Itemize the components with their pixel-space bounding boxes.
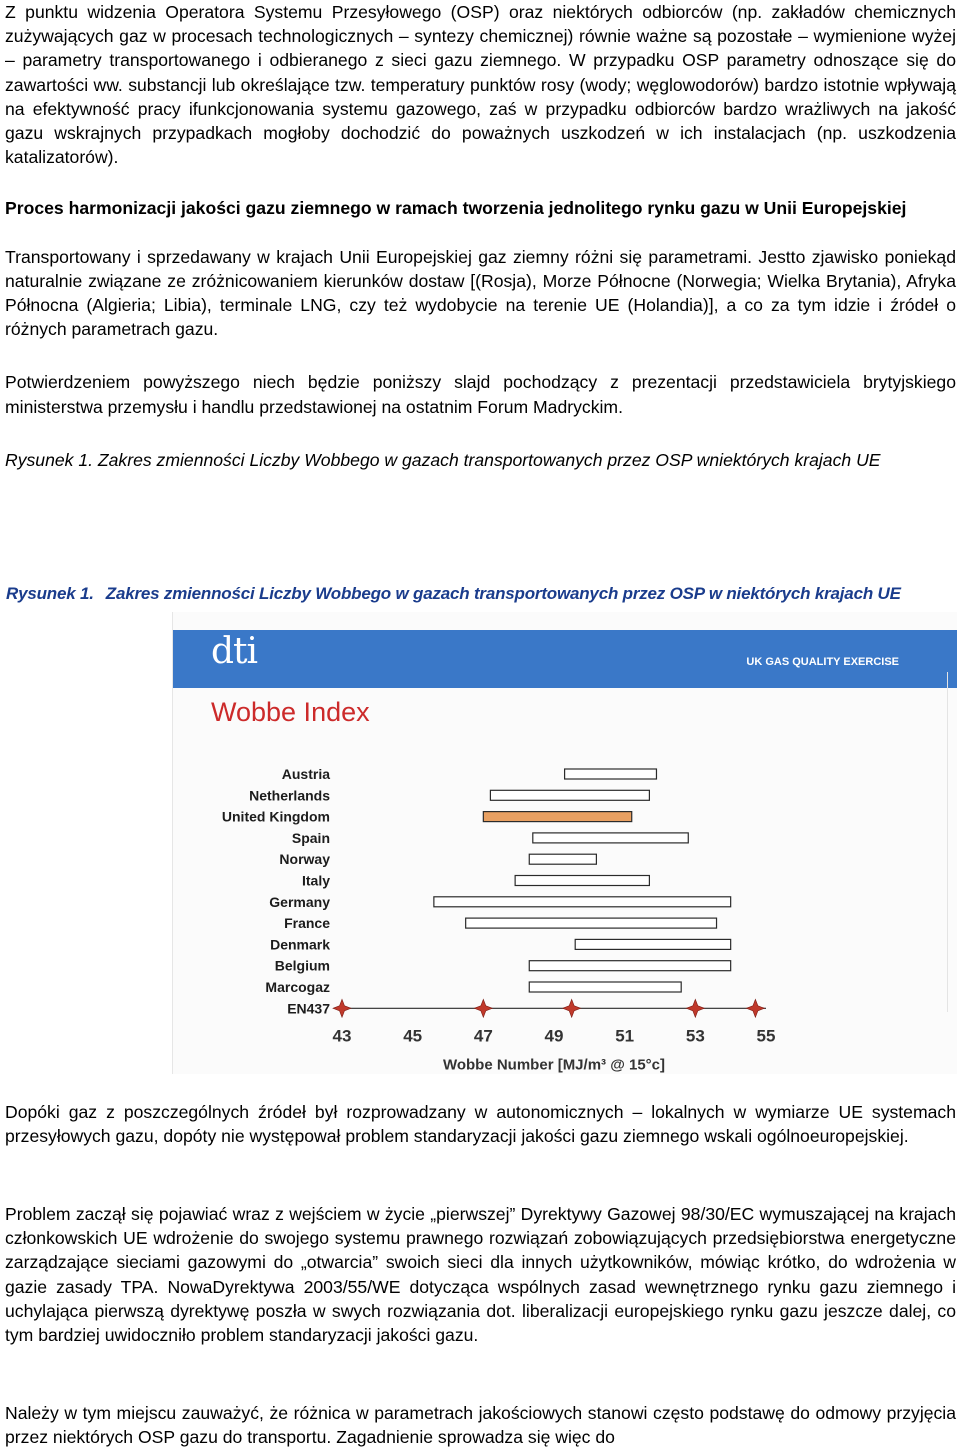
slide-title: Wobbe Index: [211, 697, 370, 727]
range-bar: [490, 790, 649, 800]
en437-marker: [686, 999, 704, 1017]
category-label: United Kingdom: [221, 808, 330, 825]
paragraph-note: Należy w tym miejscu zauważyć, że różnica w parametrach jakościowych stanowi często podstawę do odmowy przyjęcia przez niektórych OSP gazu do transportu. Zagadnienie sprowadza się więc do: [5, 1403, 956, 1448]
wobbe-range-chart: [0, 580, 956, 1080]
category-label: Marcogaz: [265, 979, 330, 995]
figure-scan-text: Zakres zmienności Liczby Wobbego w gazach transportowanych przez OSP w niektórych krajach UE: [105, 584, 901, 603]
paragraph-osp: Z punktu widzenia Operatora Systemu Przesyłowego (OSP) oraz niektórych odbiorców (np. zakładów chemicznych zużywających gaz w procesach technologicznych – syntezy chemicznej) równie ważne są pozostałe – wymienione wyżej – parametry transportowanego i odbieranego z sieci gazu ziemnego. W przypadku OSP parametry odnoszące się do zawartości ww. substancji lub określające tzw. temperatury punktów rosy (wody; węglowodorów) bardzo istotnie wpływają na efektywność pracy ifunkcjonowania systemu gazowego, zaś w przypadku odbiorców bardzo wrażliwych na jakość gazu wskrajnych przypadkach mogłoby dochodzić do poważnych uszkodzeń w ich instalacjach (np. uszkodzenia katalizatorów).: [5, 2, 956, 168]
en437-marker: [333, 999, 351, 1017]
x-tick-label: 47: [473, 1026, 493, 1046]
x-tick-label: 51: [615, 1026, 635, 1046]
paragraph-directive: Problem zaczął się pojawiać wraz z wejściem w życie „pierwszej” Dyrektywy Gazowej 98/30/EC wymuszającej na krajach członkowskich UE wdrożenie do swojego systemu prawnego rozwiązań zobowiązujących przedsiębiorstwa energetyczne zarządzające sieciami gazowymi do „otwarcia” swoich sieci dla innych użytkowników, mówiąc krótko, do wdrożenia w gazie zasady TPA. NowaDyrektywa 2003/55/WE dotycząca wspólnych zasad wewnętrznego rynku gazu ziemnego i uchylająca pierwszą dyrektywę poszła w swych rozwiązania dot. liberalizacji europejskiego rynku gazu jeszcze dalej, co tym bardziej uwidoczniło problem standaryzacji jakości gazu.: [5, 1204, 956, 1346]
range-bar: [575, 939, 730, 949]
paragraph-transport: Transportowany i sprzedawany w krajach Unii Europejskiej gaz ziemny różni się parametrami. Jestto zjawisko poniekąd naturalnie związane ze zróżnicowaniem kierunków dostaw [(Rosja), Morze Północne (Norwegia; Wielka Brytania), Afryka Północna (Algieria; Libia), terminale LNG, czy też wydobycie na terenie UE (Holandia)], a co za tym idzie i źródeł o różnych parametrach gazu.: [5, 246, 956, 340]
category-label: Spain: [291, 829, 330, 846]
category-label: France: [284, 915, 330, 932]
en437-marker: [746, 999, 764, 1017]
category-label: Italy: [301, 872, 330, 889]
paragraph-slide-intro: Potwierdzeniem powyższego niech będzie poniższy slajd pochodzący z prezentacji przedstawiciela brytyjskiego ministerstwa przemysłu i handlu przedstawionej na ostatnim Forum Madryckim.: [5, 372, 956, 417]
dti-logo: dti: [211, 631, 258, 672]
range-bar: [529, 982, 681, 992]
figure-scan-number: Rysunek 1.: [6, 584, 94, 603]
category-label: Netherlands: [249, 787, 330, 804]
figure-wobbe: [0, 580, 956, 1080]
category-label: Norway: [279, 851, 330, 868]
en437-marker: [474, 999, 492, 1017]
range-bar: [565, 769, 657, 779]
category-label: Austria: [281, 766, 330, 782]
en437-marker: [563, 999, 581, 1017]
x-tick-label: 45: [403, 1026, 423, 1046]
figure-caption: Rysunek 1. Zakres zmienności Liczby Wobbego w gazach transportowanych przez OSP wniektórych krajach UE: [5, 449, 881, 470]
x-tick-label: 55: [756, 1026, 776, 1046]
range-bar: [434, 897, 731, 907]
range-bar: [466, 918, 717, 928]
category-label: Denmark: [270, 936, 330, 953]
section-heading: Proces harmonizacji jakości gazu ziemnego w ramach tworzenia jednolitego rynku gazu w Unii Europejskiej: [5, 198, 907, 219]
category-label: Germany: [269, 893, 330, 910]
range-bar: [533, 833, 688, 843]
category-label: EN437: [287, 1000, 330, 1017]
exercise-label: UK GAS QUALITY EXERCISE: [746, 656, 899, 668]
range-bar: [529, 854, 596, 864]
range-bar: [529, 961, 730, 971]
x-tick-label: 43: [332, 1026, 352, 1046]
range-bar: [515, 876, 649, 886]
category-label: Belgium: [274, 957, 330, 974]
paragraph-autonomous: Dopóki gaz z poszczególnych źródeł był rozprowadzany w autonomicznych – lokalnych w wymiarze UE systemach przesyłowych gazu, dopóty nie występował problem standaryzacji jakości gazu ziemnego wskali ogólnoeuropejskiej.: [5, 1102, 956, 1147]
x-axis-label: Wobbe Number [MJ/m³ @ 15°c]: [442, 1056, 666, 1074]
range-bar: [483, 812, 631, 822]
x-tick-label: 53: [685, 1026, 705, 1046]
x-tick-label: 49: [544, 1026, 564, 1046]
